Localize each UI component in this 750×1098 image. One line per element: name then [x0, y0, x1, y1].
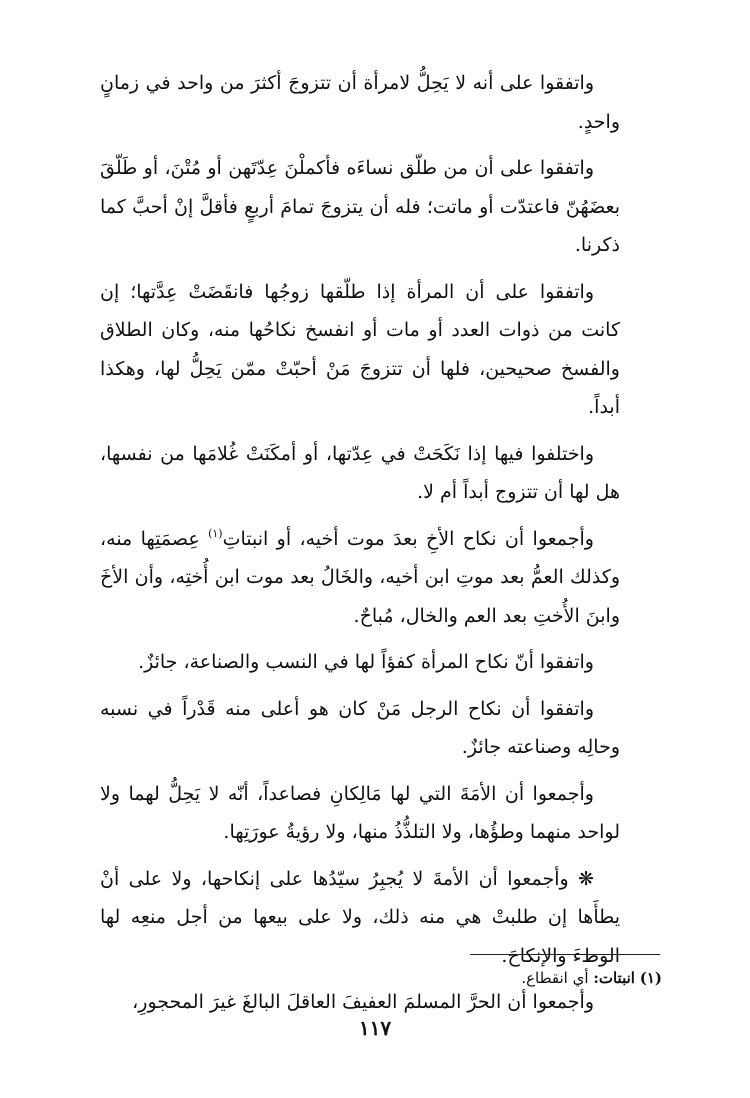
paragraph-3: واتفقوا على أن المرأة إذا طلّقها زوجُها فانقَضَتْ عِدَّتها؛ إن كانت من ذوات العدد أو مات أو انفسخ نكاحُها منه، وكان الطلاق والفسخ صحيحين، فلها أن تتزوجَ مَنْ أحبّتْ ممّن يَحِلُّ لها، وهكذا أبداً. [100, 280, 620, 418]
footnote-number: (١) [639, 969, 662, 987]
footnote-divider [470, 954, 660, 955]
paragraph-10: وأجمعوا أن الحرَّ المسلمَ العفيفَ العاقلَ البالغَ غيرَ المحجورِ، [132, 991, 594, 1013]
paragraph-5-rest: عِصمَتِها منه، وكذلك العمُّ بعد موتِ ابن أخيه، والخَالُ بعد موت ابن أُختِه، [100, 527, 621, 588]
paragraph-5 [100, 520, 620, 636]
page-number: ١١٧ [358, 1016, 392, 1040]
paragraph-8: وأجمعوا أن الأمَةَ التي لها مَالِكانِ فصاعداً، أنّه لا يَحِلُّ لهما ولا لواحد منهما وطؤُها، ولا التلذُّذُ منها، ولا رؤيةُ عورَتِها. [100, 782, 620, 843]
star-icon: ❋ [578, 867, 594, 890]
paragraph-9-text: وأجمعوا أن الأمةَ لا يُجبِرُ سيّدُها على إنكاحها، ولا على أنْ يطأَها إن طلبتْ هي منه ذلك، ولا على بيعها من أجل منعِه لها الوطءَ والإنكاحَ. [100, 867, 620, 967]
paragraph-5-end: وأن الأخَ وابنَ الأُختِ بعد العم والخال، مُباحٌ. [100, 566, 620, 627]
paragraph-6: واتفقوا أنّ نكاح المرأة كفؤاً لها في النسب والصناعة، جائزٌ. [138, 651, 594, 673]
paragraph-9 [100, 860, 620, 976]
paragraph-4: واختلفوا فيها إذا نَكَحَتْ في عِدّتها، أو أمكَنَتْ غُلامَها من نفسها، هل لها أن تتزوج أبداً أم لا. [100, 442, 620, 503]
footnote [521, 966, 662, 990]
paragraph-2: واتفقوا على أن من طلّق نساءَه فأكملْنَ عِدّتَهن أو مُتْنَ، أو طَلّقَ بعضَهُنّ فاعتدّت أو ماتت؛ فله أن يتزوجَ تمامَ أربعٍ فأقلَّ إنْ أحبَّ كما ذكرنا. [100, 157, 620, 256]
main-text [100, 64, 620, 1030]
paragraph-5-start: وأجمعوا أن نكاح الأخِ بعدَ موت أخيه، أو انبتاتِ [222, 527, 594, 550]
paragraph-1: واتفقوا على أنه لا يَحِلُّ لامرأة أن تتزوجَ أكثرَ من واحد في زمانٍ واحدٍ. [100, 72, 620, 133]
footnote-definition: أي انقطاع. [521, 969, 589, 987]
paragraph-7: واتفقوا أن نكاح الرجل مَنْ كان هو أعلى منه قَدْراً في نسبه وحالِه وصناعته جائزٌ. [100, 697, 620, 758]
footnote-marker: (١) [208, 526, 223, 540]
footnote-term: انبتات: [593, 969, 635, 987]
